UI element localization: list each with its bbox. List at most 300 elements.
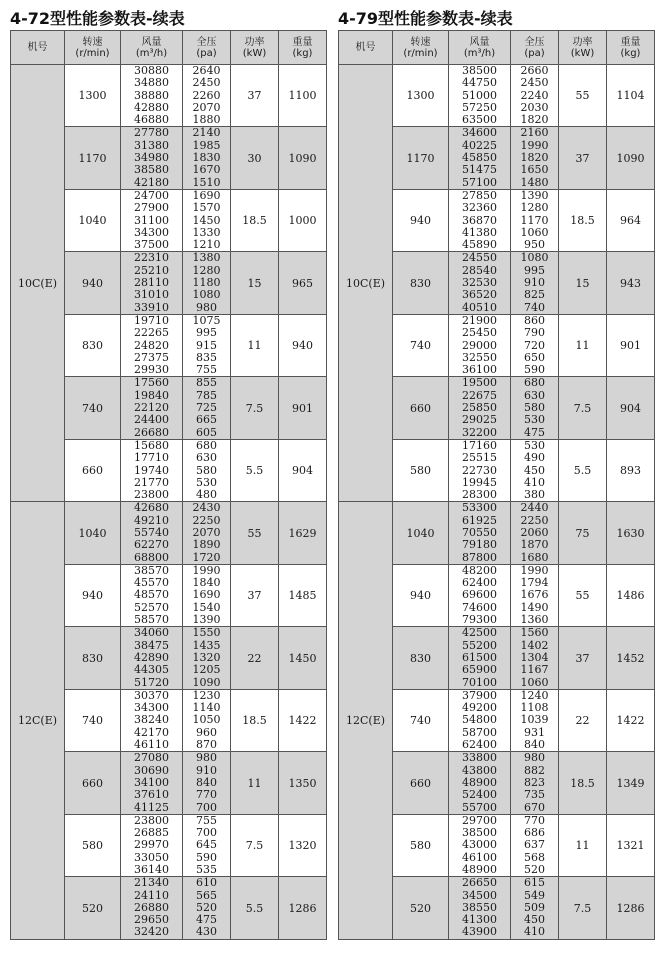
flow-value: 24400 — [134, 413, 169, 427]
pressure-value: 1450 — [192, 213, 221, 227]
weight-cell: 1422 — [279, 689, 327, 751]
pressure-value: 2450 — [192, 76, 221, 90]
model-cell: 12C(E) — [11, 502, 65, 939]
flow-value: 37610 — [134, 788, 169, 802]
pressure-value: 1990 — [520, 138, 549, 152]
speed-cell: 660 — [393, 377, 449, 439]
pressure-value: 700 — [196, 800, 217, 814]
pressure-value: 1240 — [520, 689, 549, 702]
pressure-value: 1167 — [520, 663, 549, 677]
table-row — [339, 502, 655, 564]
flow-value: 26880 — [134, 900, 169, 914]
pressure-value: 1890 — [192, 538, 221, 552]
pressure-value: 860 — [524, 314, 545, 327]
flow-value: 43900 — [462, 925, 497, 939]
pressure-value: 1080 — [192, 288, 221, 302]
pressure-value: 700 — [196, 826, 217, 840]
speed-cell: 940 — [65, 252, 121, 314]
pressure-value: 1480 — [520, 175, 549, 189]
header-power: 功率 (kW) — [231, 31, 279, 65]
flow-value: 49210 — [134, 513, 169, 527]
flow-cell — [449, 314, 511, 376]
flow-value: 48900 — [462, 775, 497, 789]
pressure-value: 568 — [524, 850, 545, 864]
speed-cell: 1300 — [393, 65, 449, 127]
weight-cell: 1349 — [607, 752, 655, 814]
pressure-value: 380 — [524, 488, 545, 502]
weight-cell: 1090 — [279, 127, 327, 189]
flow-value: 22310 — [134, 251, 169, 265]
pressure-value: 1320 — [192, 650, 221, 664]
pressure-value: 950 — [524, 238, 545, 252]
pressure-value: 450 — [524, 913, 545, 927]
flow-value: 45890 — [462, 238, 497, 252]
pressure-cell — [511, 689, 559, 751]
pressure-value: 840 — [524, 738, 545, 752]
flow-value: 62270 — [134, 538, 169, 552]
pressure-cell — [511, 314, 559, 376]
pressure-value: 615 — [524, 876, 545, 890]
pressure-value: 2440 — [520, 501, 549, 515]
model-cell: 10C(E) — [339, 65, 393, 502]
pressure-value: 2660 — [520, 64, 549, 77]
pressure-value: 980 — [196, 751, 217, 765]
table-body — [339, 65, 655, 940]
flow-value: 42880 — [134, 100, 169, 114]
flow-value: 79300 — [462, 613, 497, 627]
pressure-value: 1794 — [520, 576, 549, 590]
flow-value: 38580 — [134, 163, 169, 177]
flow-value: 46100 — [462, 850, 497, 864]
power-cell: 15 — [559, 252, 607, 314]
flow-value: 41125 — [134, 800, 169, 814]
pressure-value: 1820 — [520, 151, 549, 165]
pressure-value: 1990 — [520, 564, 549, 577]
pressure-value: 1170 — [520, 213, 549, 227]
flow-value: 28300 — [462, 488, 497, 502]
pressure-value: 1280 — [520, 201, 549, 215]
flow-value: 31380 — [134, 138, 169, 152]
flow-value: 38500 — [462, 826, 497, 840]
flow-value: 46880 — [134, 113, 169, 127]
flow-cell — [121, 314, 183, 376]
pressure-value: 1676 — [520, 588, 549, 602]
flow-value: 61925 — [462, 513, 497, 527]
speed-cell: 660 — [65, 752, 121, 814]
pressure-value: 1402 — [520, 638, 549, 652]
weight-cell: 965 — [279, 252, 327, 314]
flow-cell — [121, 252, 183, 314]
flow-value: 46110 — [134, 738, 169, 752]
pressure-value: 1330 — [192, 225, 221, 239]
pressure-value: 1210 — [192, 238, 221, 252]
pressure-value: 670 — [524, 800, 545, 814]
flow-value: 38240 — [134, 713, 169, 727]
flow-value: 33800 — [462, 751, 497, 765]
flow-value: 38475 — [134, 638, 169, 652]
flow-value: 40510 — [462, 300, 497, 314]
pressure-cell — [183, 189, 231, 251]
flow-cell — [121, 439, 183, 501]
flow-value: 55700 — [462, 800, 497, 814]
speed-cell: 1040 — [65, 502, 121, 564]
flow-value: 34100 — [134, 775, 169, 789]
pressure-cell — [183, 689, 231, 751]
pressure-value: 450 — [524, 463, 545, 477]
power-cell: 37 — [559, 627, 607, 689]
pressure-value: 1840 — [192, 576, 221, 590]
pressure-value: 1650 — [520, 163, 549, 177]
speed-cell: 830 — [393, 627, 449, 689]
pressure-cell — [511, 127, 559, 189]
speed-cell: 660 — [65, 439, 121, 501]
pressure-value: 1690 — [192, 189, 221, 202]
flow-value: 19500 — [462, 376, 497, 390]
flow-value: 32360 — [462, 201, 497, 215]
speed-cell: 580 — [393, 439, 449, 501]
speed-cell: 1040 — [393, 502, 449, 564]
pressure-cell — [511, 877, 559, 939]
flow-value: 38550 — [462, 900, 497, 914]
flow-cell — [449, 377, 511, 439]
flow-value: 23800 — [134, 814, 169, 827]
pressure-value: 1830 — [192, 151, 221, 165]
flow-value: 25210 — [134, 263, 169, 277]
header-speed: 转速 (r/min) — [393, 31, 449, 65]
flow-value: 22265 — [134, 326, 169, 340]
weight-cell: 1090 — [607, 127, 655, 189]
pressure-cell — [511, 439, 559, 501]
pressure-value: 1720 — [192, 550, 221, 564]
pressure-value: 490 — [524, 451, 545, 465]
power-cell: 7.5 — [231, 814, 279, 876]
flow-value: 27780 — [134, 126, 169, 140]
flow-value: 36870 — [462, 213, 497, 227]
flow-value: 22730 — [462, 463, 497, 477]
pressure-cell — [183, 252, 231, 314]
speed-cell: 940 — [65, 564, 121, 626]
speed-cell: 830 — [65, 627, 121, 689]
pressure-cell — [511, 502, 559, 564]
flow-value: 38880 — [134, 88, 169, 102]
power-cell: 22 — [231, 627, 279, 689]
flow-value: 31010 — [134, 288, 169, 302]
speed-cell: 1300 — [65, 65, 121, 127]
pressure-value: 960 — [196, 725, 217, 739]
flow-cell — [121, 689, 183, 751]
weight-cell: 893 — [607, 439, 655, 501]
pressure-cell — [183, 752, 231, 814]
flow-cell — [449, 877, 511, 939]
pressure-cell — [183, 627, 231, 689]
pressure-value: 1680 — [520, 550, 549, 564]
flow-value: 38570 — [134, 564, 169, 577]
flow-value: 22675 — [462, 388, 497, 402]
power-cell: 18.5 — [559, 752, 607, 814]
flow-value: 34500 — [462, 888, 497, 902]
pressure-value: 410 — [524, 475, 545, 489]
flow-value: 42170 — [134, 725, 169, 739]
pressure-value: 1230 — [192, 689, 221, 702]
weight-cell: 964 — [607, 189, 655, 251]
flow-value: 48900 — [462, 863, 497, 876]
flow-value: 31100 — [134, 213, 169, 227]
power-cell: 7.5 — [559, 377, 607, 439]
pressure-value: 1360 — [520, 613, 549, 627]
flow-value: 52400 — [462, 788, 497, 802]
flow-value: 29000 — [462, 338, 497, 352]
pressure-value: 980 — [524, 751, 545, 765]
pressure-value: 910 — [196, 763, 217, 777]
flow-value: 34300 — [134, 225, 169, 239]
pressure-value: 590 — [524, 363, 545, 377]
flow-value: 27080 — [134, 751, 169, 765]
pressure-value: 1090 — [192, 675, 221, 689]
pressure-value: 840 — [196, 775, 217, 789]
header-flow: 风量 (m³/h) — [121, 31, 183, 65]
pressure-cell — [183, 65, 231, 127]
weight-cell: 1350 — [279, 752, 327, 814]
power-cell: 37 — [231, 65, 279, 127]
pressure-cell — [511, 814, 559, 876]
flow-value: 49200 — [462, 701, 497, 715]
pressure-value: 2030 — [520, 100, 549, 114]
flow-value: 34600 — [462, 126, 497, 140]
flow-value: 19840 — [134, 388, 169, 402]
pressure-cell — [511, 752, 559, 814]
pressure-value: 686 — [524, 826, 545, 840]
flow-value: 54800 — [462, 713, 497, 727]
performance-table — [10, 30, 327, 940]
weight-cell: 904 — [607, 377, 655, 439]
model-cell: 12C(E) — [339, 502, 393, 939]
flow-value: 62400 — [462, 738, 497, 752]
pressure-value: 665 — [196, 413, 217, 427]
flow-value: 55200 — [462, 638, 497, 652]
flow-cell — [121, 564, 183, 626]
pressure-value: 1540 — [192, 600, 221, 614]
flow-cell — [121, 877, 183, 939]
pressure-value: 870 — [196, 738, 217, 752]
flow-value: 70550 — [462, 525, 497, 539]
pressure-value: 1985 — [192, 138, 221, 152]
weight-cell: 1000 — [279, 189, 327, 251]
pressure-value: 785 — [196, 388, 217, 402]
flow-value: 29930 — [134, 363, 169, 377]
flow-value: 63500 — [462, 113, 497, 127]
flow-value: 25450 — [462, 326, 497, 340]
flow-value: 27375 — [134, 350, 169, 364]
flow-value: 17710 — [134, 451, 169, 465]
flow-value: 17160 — [462, 439, 497, 452]
pressure-cell — [183, 814, 231, 876]
pressure-value: 770 — [524, 814, 545, 827]
weight-cell: 1320 — [279, 814, 327, 876]
speed-cell: 830 — [393, 252, 449, 314]
pressure-value: 509 — [524, 900, 545, 914]
header-flow: 风量 (m³/h) — [449, 31, 511, 65]
flow-value: 21340 — [134, 876, 169, 890]
pressure-value: 1108 — [520, 701, 549, 715]
flow-value: 87800 — [462, 550, 497, 564]
model-cell: 10C(E) — [11, 65, 65, 502]
pressure-cell — [511, 627, 559, 689]
pressure-value: 1990 — [192, 564, 221, 577]
pressure-value: 740 — [524, 300, 545, 314]
pressure-value: 755 — [196, 363, 217, 377]
flow-value: 24550 — [462, 251, 497, 265]
flow-value: 70100 — [462, 675, 497, 689]
flow-value: 51720 — [134, 675, 169, 689]
flow-value: 43000 — [462, 838, 497, 852]
weight-cell: 1630 — [607, 502, 655, 564]
flow-value: 28540 — [462, 263, 497, 277]
pressure-value: 915 — [196, 338, 217, 352]
flow-value: 27850 — [462, 189, 497, 202]
pressure-value: 1205 — [192, 663, 221, 677]
table-row — [11, 502, 327, 564]
pressure-value: 2160 — [520, 126, 549, 140]
flow-value: 26650 — [462, 876, 497, 890]
flow-cell — [121, 502, 183, 564]
flow-value: 74600 — [462, 600, 497, 614]
flow-value: 42180 — [134, 175, 169, 189]
pressure-value: 980 — [196, 300, 217, 314]
weight-cell: 901 — [607, 314, 655, 376]
flow-cell — [449, 189, 511, 251]
pressure-value: 1060 — [520, 675, 549, 689]
power-cell: 7.5 — [559, 877, 607, 939]
pressure-value: 530 — [196, 475, 217, 489]
pressure-value: 475 — [196, 913, 217, 927]
weight-cell: 940 — [279, 314, 327, 376]
pressure-value: 2140 — [192, 126, 221, 140]
table-row — [11, 65, 327, 127]
flow-value: 41300 — [462, 913, 497, 927]
pressure-value: 1490 — [520, 600, 549, 614]
flow-value: 23800 — [134, 488, 169, 502]
flow-value: 33050 — [134, 850, 169, 864]
pressure-value: 1060 — [520, 225, 549, 239]
flow-cell — [121, 377, 183, 439]
header-row — [339, 31, 655, 65]
pressure-value: 823 — [524, 775, 545, 789]
power-cell: 5.5 — [231, 877, 279, 939]
flow-value: 34980 — [134, 151, 169, 165]
pressure-value: 1050 — [192, 713, 221, 727]
flow-value: 69600 — [462, 588, 497, 602]
flow-value: 37500 — [134, 238, 169, 252]
weight-cell: 1321 — [607, 814, 655, 876]
pressure-cell — [183, 877, 231, 939]
flow-value: 34300 — [134, 701, 169, 715]
speed-cell: 830 — [65, 314, 121, 376]
flow-value: 40225 — [462, 138, 497, 152]
pressure-value: 1039 — [520, 713, 549, 727]
flow-value: 21770 — [134, 475, 169, 489]
flow-value: 30690 — [134, 763, 169, 777]
power-cell: 22 — [559, 689, 607, 751]
flow-value: 45570 — [134, 576, 169, 590]
pressure-cell — [511, 564, 559, 626]
flow-value: 42890 — [134, 650, 169, 664]
pressure-value: 2640 — [192, 64, 221, 77]
pressure-value: 755 — [196, 814, 217, 827]
flow-cell — [121, 814, 183, 876]
flow-value: 36100 — [462, 363, 497, 377]
pressure-value: 520 — [524, 863, 545, 876]
flow-value: 25850 — [462, 401, 497, 415]
speed-cell: 740 — [393, 314, 449, 376]
flow-value: 22120 — [134, 401, 169, 415]
weight-cell: 1422 — [607, 689, 655, 751]
flow-value: 48200 — [462, 564, 497, 577]
flow-value: 32200 — [462, 425, 497, 439]
pressure-value: 530 — [524, 413, 545, 427]
power-cell: 18.5 — [231, 689, 279, 751]
weight-cell: 901 — [279, 377, 327, 439]
table-panel-4-79 — [338, 8, 654, 940]
pressure-value: 410 — [524, 925, 545, 939]
speed-cell: 520 — [65, 877, 121, 939]
pressure-value: 2070 — [192, 100, 221, 114]
pressure-value: 2070 — [192, 525, 221, 539]
pressure-value: 2250 — [520, 513, 549, 527]
power-cell: 18.5 — [559, 189, 607, 251]
flow-value: 26680 — [134, 425, 169, 439]
weight-cell: 1629 — [279, 502, 327, 564]
pressure-value: 1690 — [192, 588, 221, 602]
flow-cell — [449, 627, 511, 689]
speed-cell: 660 — [393, 752, 449, 814]
pressure-cell — [511, 252, 559, 314]
flow-value: 65900 — [462, 663, 497, 677]
pressure-value: 680 — [196, 439, 217, 452]
flow-cell — [449, 65, 511, 127]
power-cell: 37 — [559, 127, 607, 189]
pressure-value: 995 — [524, 263, 545, 277]
pressure-value: 1510 — [192, 175, 221, 189]
power-cell: 15 — [231, 252, 279, 314]
flow-value: 51475 — [462, 163, 497, 177]
pressure-value: 1870 — [520, 538, 549, 552]
table-title: 4-72型性能参数表-续表 — [10, 9, 185, 28]
pressure-value: 630 — [196, 451, 217, 465]
pressure-value: 1560 — [520, 626, 549, 640]
pressure-value: 1140 — [192, 701, 221, 715]
weight-cell: 1286 — [279, 877, 327, 939]
power-cell: 55 — [559, 65, 607, 127]
pressure-value: 610 — [196, 876, 217, 890]
flow-cell — [121, 65, 183, 127]
pressure-value: 480 — [196, 488, 217, 502]
pressure-value: 790 — [524, 326, 545, 340]
flow-value: 34060 — [134, 626, 169, 640]
weight-cell: 1452 — [607, 627, 655, 689]
flow-value: 58570 — [134, 613, 169, 627]
flow-value: 32550 — [462, 350, 497, 364]
speed-cell: 740 — [65, 377, 121, 439]
table-row — [339, 65, 655, 127]
power-cell: 5.5 — [231, 439, 279, 501]
pressure-cell — [183, 127, 231, 189]
flow-cell — [121, 752, 183, 814]
pressure-value: 835 — [196, 350, 217, 364]
weight-cell: 1485 — [279, 564, 327, 626]
speed-cell: 740 — [65, 689, 121, 751]
weight-cell: 943 — [607, 252, 655, 314]
flow-value: 30880 — [134, 64, 169, 77]
